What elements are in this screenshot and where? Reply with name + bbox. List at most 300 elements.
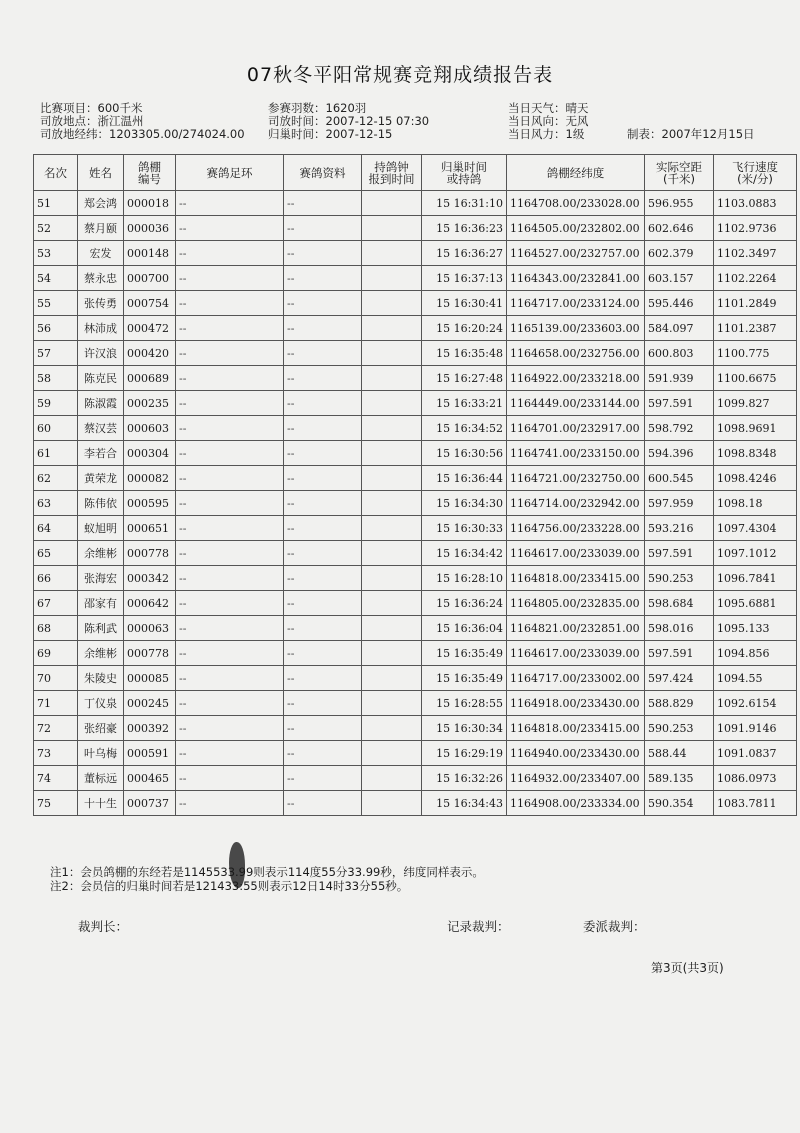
- cell-return-time: 15 16:36:23: [422, 216, 507, 241]
- cell-distance: 603.157: [645, 266, 714, 291]
- cell-name: 宏发: [78, 241, 124, 266]
- cell-ring: --: [176, 416, 284, 441]
- table-row: [34, 366, 797, 391]
- info-column-3: [508, 102, 589, 141]
- cell-speed: 1094.856: [714, 641, 797, 666]
- cell-speed: 1091.9146: [714, 716, 797, 741]
- cell-pigeon-info: --: [284, 316, 362, 341]
- table-row: [34, 241, 797, 266]
- cell-speed: 1098.9691: [714, 416, 797, 441]
- table-row: [34, 591, 797, 616]
- cell-rank: 51: [34, 191, 78, 216]
- cell-loft-number: 000472: [124, 316, 176, 341]
- cell-distance: 590.354: [645, 791, 714, 816]
- table-row: [34, 666, 797, 691]
- cell-loft-number: 000420: [124, 341, 176, 366]
- cell-pigeon-info: --: [284, 791, 362, 816]
- cell-return-time: 15 16:37:13: [422, 266, 507, 291]
- cell-coordinates: 1164701.00/232917.00: [507, 416, 645, 441]
- cell-return-time: 15 16:36:24: [422, 591, 507, 616]
- cell-speed: 1098.18: [714, 491, 797, 516]
- cell-clock-time: [362, 641, 422, 666]
- cell-speed: 1092.6154: [714, 691, 797, 716]
- release-coordinates: 司放地经纬：1203305.00/274024.00: [40, 127, 245, 141]
- cell-pigeon-info: --: [284, 591, 362, 616]
- cell-ring: --: [176, 616, 284, 641]
- cell-distance: 594.396: [645, 441, 714, 466]
- footnote-2: 注2：会员信的归巢时间若是121433:55则表示12日14时33分55秒。: [50, 879, 409, 893]
- table-row: [34, 741, 797, 766]
- cell-ring: --: [176, 591, 284, 616]
- cell-return-time: 15 16:30:33: [422, 516, 507, 541]
- cell-name: 邵家有: [78, 591, 124, 616]
- table-row: [34, 491, 797, 516]
- cell-pigeon-info: --: [284, 291, 362, 316]
- cell-ring: --: [176, 191, 284, 216]
- cell-distance: 597.591: [645, 541, 714, 566]
- cell-speed: 1097.4304: [714, 516, 797, 541]
- cell-loft-number: 000235: [124, 391, 176, 416]
- cell-pigeon-info: --: [284, 716, 362, 741]
- cell-rank: 73: [34, 741, 78, 766]
- cell-rank: 62: [34, 466, 78, 491]
- report-title: 07秋冬平阳常规赛竞翔成绩报告表: [246, 64, 554, 86]
- cell-rank: 52: [34, 216, 78, 241]
- cell-loft-number: 000082: [124, 466, 176, 491]
- cell-speed: 1100.6675: [714, 366, 797, 391]
- cell-speed: 1091.0837: [714, 741, 797, 766]
- cell-return-time: 15 16:20:24: [422, 316, 507, 341]
- cell-speed: 1086.0973: [714, 766, 797, 791]
- cell-coordinates: 1164714.00/232942.00: [507, 491, 645, 516]
- cell-return-time: 15 16:32:26: [422, 766, 507, 791]
- cell-rank: 63: [34, 491, 78, 516]
- cell-pigeon-info: --: [284, 191, 362, 216]
- prepared-date: 制表：2007年12月15日: [627, 127, 755, 141]
- cell-clock-time: [362, 791, 422, 816]
- cell-ring: --: [176, 266, 284, 291]
- cell-distance: 591.939: [645, 366, 714, 391]
- cell-return-time: 15 16:36:27: [422, 241, 507, 266]
- weather: 当日天气：晴天: [508, 101, 589, 115]
- cell-rank: 55: [34, 291, 78, 316]
- cell-distance: 590.253: [645, 566, 714, 591]
- cell-speed: 1102.2264: [714, 266, 797, 291]
- cell-return-time: 15 16:36:04: [422, 616, 507, 641]
- cell-ring: --: [176, 741, 284, 766]
- cell-distance: 598.792: [645, 416, 714, 441]
- cell-loft-number: 000063: [124, 616, 176, 641]
- cell-pigeon-info: --: [284, 641, 362, 666]
- cell-ring: --: [176, 641, 284, 666]
- cell-loft-number: 000392: [124, 716, 176, 741]
- cell-ring: --: [176, 691, 284, 716]
- cell-distance: 588.44: [645, 741, 714, 766]
- race-item: 比赛项目：600千米: [40, 101, 143, 115]
- cell-clock-time: [362, 291, 422, 316]
- header-pigeon-info: 赛鸽资料: [284, 155, 362, 191]
- cell-rank: 70: [34, 666, 78, 691]
- cell-pigeon-info: --: [284, 416, 362, 441]
- cell-clock-time: [362, 466, 422, 491]
- cell-pigeon-info: --: [284, 466, 362, 491]
- cell-return-time: 15 16:30:41: [422, 291, 507, 316]
- cell-coordinates: 1164721.00/232750.00: [507, 466, 645, 491]
- cell-coordinates: 1164527.00/232757.00: [507, 241, 645, 266]
- cell-rank: 60: [34, 416, 78, 441]
- cell-distance: 597.959: [645, 491, 714, 516]
- cell-speed: 1097.1012: [714, 541, 797, 566]
- return-time: 归巢时间：2007-12-15: [268, 127, 393, 141]
- header-rank: 名次: [34, 155, 78, 191]
- table-row: [34, 191, 797, 216]
- cell-ring: --: [176, 466, 284, 491]
- cell-name: 丁仪泉: [78, 691, 124, 716]
- recorder-signature: 记录裁判：: [447, 919, 510, 934]
- cell-loft-number: 000603: [124, 416, 176, 441]
- cell-return-time: 15 16:35:48: [422, 341, 507, 366]
- release-time: 司放时间：2007-12-15 07:30: [268, 114, 430, 128]
- cell-clock-time: [362, 216, 422, 241]
- cell-clock-time: [362, 341, 422, 366]
- cell-distance: 598.684: [645, 591, 714, 616]
- cell-distance: 602.379: [645, 241, 714, 266]
- cell-pigeon-info: --: [284, 241, 362, 266]
- cell-loft-number: 000304: [124, 441, 176, 466]
- cell-distance: 600.803: [645, 341, 714, 366]
- cell-coordinates: 1164932.00/233407.00: [507, 766, 645, 791]
- cell-ring: --: [176, 541, 284, 566]
- cell-name: 黄荣龙: [78, 466, 124, 491]
- table-row: [34, 291, 797, 316]
- cell-rank: 57: [34, 341, 78, 366]
- cell-return-time: 15 16:28:55: [422, 691, 507, 716]
- cell-coordinates: 1164922.00/233218.00: [507, 366, 645, 391]
- cell-rank: 66: [34, 566, 78, 591]
- cell-rank: 71: [34, 691, 78, 716]
- cell-pigeon-info: --: [284, 441, 362, 466]
- cell-coordinates: 1164918.00/233430.00: [507, 691, 645, 716]
- cell-loft-number: 000642: [124, 591, 176, 616]
- cell-return-time: 15 16:34:52: [422, 416, 507, 441]
- cell-rank: 56: [34, 316, 78, 341]
- results-table: [33, 154, 797, 816]
- table-row: [34, 691, 797, 716]
- table-body: [34, 191, 797, 816]
- cell-loft-number: 000036: [124, 216, 176, 241]
- cell-name: 陈克民: [78, 366, 124, 391]
- cell-speed: 1098.4246: [714, 466, 797, 491]
- cell-speed: 1099.827: [714, 391, 797, 416]
- cell-distance: 584.097: [645, 316, 714, 341]
- cell-rank: 75: [34, 791, 78, 816]
- cell-clock-time: [362, 441, 422, 466]
- cell-coordinates: 1164818.00/233415.00: [507, 566, 645, 591]
- cell-clock-time: [362, 616, 422, 641]
- table-row: [34, 441, 797, 466]
- cell-clock-time: [362, 766, 422, 791]
- header-name: 姓名: [78, 155, 124, 191]
- cell-return-time: 15 16:36:44: [422, 466, 507, 491]
- cell-distance: 589.135: [645, 766, 714, 791]
- cell-clock-time: [362, 391, 422, 416]
- cell-coordinates: 1164449.00/233144.00: [507, 391, 645, 416]
- cell-speed: 1102.3497: [714, 241, 797, 266]
- cell-speed: 1101.2387: [714, 316, 797, 341]
- cell-speed: 1094.55: [714, 666, 797, 691]
- cell-loft-number: 000245: [124, 691, 176, 716]
- cell-return-time: 15 16:35:49: [422, 666, 507, 691]
- cell-coordinates: 1164617.00/233039.00: [507, 541, 645, 566]
- cell-name: 张海宏: [78, 566, 124, 591]
- cell-ring: --: [176, 566, 284, 591]
- cell-ring: --: [176, 291, 284, 316]
- cell-distance: 597.424: [645, 666, 714, 691]
- table-row: [34, 766, 797, 791]
- cell-name: 董标远: [78, 766, 124, 791]
- cell-clock-time: [362, 741, 422, 766]
- cell-name: 陈伟依: [78, 491, 124, 516]
- table-row: [34, 541, 797, 566]
- cell-clock-time: [362, 666, 422, 691]
- info-column-1: [40, 102, 245, 141]
- cell-name: 李若合: [78, 441, 124, 466]
- cell-ring: --: [176, 766, 284, 791]
- cell-speed: 1096.7841: [714, 566, 797, 591]
- page-number: 第3页(共3页): [651, 961, 724, 975]
- table-header-row: [34, 155, 797, 191]
- cell-name: 陈淑霞: [78, 391, 124, 416]
- cell-name: 余维彬: [78, 541, 124, 566]
- cell-clock-time: [362, 691, 422, 716]
- cell-loft-number: 000591: [124, 741, 176, 766]
- cell-coordinates: 1164505.00/232802.00: [507, 216, 645, 241]
- cell-return-time: 15 16:30:56: [422, 441, 507, 466]
- table-row: [34, 391, 797, 416]
- cell-pigeon-info: --: [284, 616, 362, 641]
- cell-clock-time: [362, 316, 422, 341]
- cell-coordinates: 1165139.00/233603.00: [507, 316, 645, 341]
- cell-loft-number: 000778: [124, 641, 176, 666]
- table-row: [34, 266, 797, 291]
- header-return-time: 归巢时间 或持鸽: [422, 155, 507, 191]
- cell-rank: 59: [34, 391, 78, 416]
- cell-ring: --: [176, 441, 284, 466]
- header-loft-coordinates: 鸽棚经纬度: [507, 155, 645, 191]
- cell-pigeon-info: --: [284, 666, 362, 691]
- cell-speed: 1095.6881: [714, 591, 797, 616]
- entry-count: 参赛羽数：1620羽: [268, 101, 367, 115]
- cell-return-time: 15 16:34:42: [422, 541, 507, 566]
- wind-force: 当日风力：1级: [508, 127, 585, 141]
- cell-loft-number: 000018: [124, 191, 176, 216]
- cell-ring: --: [176, 341, 284, 366]
- cell-name: 蔡永忠: [78, 266, 124, 291]
- info-column-2: [268, 102, 429, 141]
- cell-distance: 595.446: [645, 291, 714, 316]
- cell-distance: 597.591: [645, 391, 714, 416]
- cell-coordinates: 1164343.00/232841.00: [507, 266, 645, 291]
- cell-rank: 61: [34, 441, 78, 466]
- table-row: [34, 616, 797, 641]
- cell-rank: 53: [34, 241, 78, 266]
- cell-name: 许汉浪: [78, 341, 124, 366]
- cell-return-time: 15 16:30:34: [422, 716, 507, 741]
- cell-coordinates: 1164658.00/232756.00: [507, 341, 645, 366]
- cell-return-time: 15 16:27:48: [422, 366, 507, 391]
- cell-pigeon-info: --: [284, 741, 362, 766]
- cell-name: 郑会鸿: [78, 191, 124, 216]
- cell-return-time: 15 16:34:43: [422, 791, 507, 816]
- cell-loft-number: 000148: [124, 241, 176, 266]
- cell-name: 朱陵史: [78, 666, 124, 691]
- cell-ring: --: [176, 516, 284, 541]
- cell-loft-number: 000737: [124, 791, 176, 816]
- cell-pigeon-info: --: [284, 216, 362, 241]
- cell-coordinates: 1164708.00/233028.00: [507, 191, 645, 216]
- cell-coordinates: 1164717.00/233002.00: [507, 666, 645, 691]
- cell-loft-number: 000085: [124, 666, 176, 691]
- cell-clock-time: [362, 416, 422, 441]
- cell-speed: 1103.0883: [714, 191, 797, 216]
- cell-ring: --: [176, 666, 284, 691]
- cell-ring: --: [176, 241, 284, 266]
- cell-name: 林沛成: [78, 316, 124, 341]
- cell-distance: 597.591: [645, 641, 714, 666]
- cell-coordinates: 1164908.00/233334.00: [507, 791, 645, 816]
- cell-return-time: 15 16:31:10: [422, 191, 507, 216]
- cell-loft-number: 000700: [124, 266, 176, 291]
- cell-coordinates: 1164940.00/233430.00: [507, 741, 645, 766]
- cell-rank: 69: [34, 641, 78, 666]
- cell-speed: 1100.775: [714, 341, 797, 366]
- table-row: [34, 566, 797, 591]
- cell-distance: 588.829: [645, 691, 714, 716]
- table-row: [34, 416, 797, 441]
- cell-ring: --: [176, 216, 284, 241]
- cell-pigeon-info: --: [284, 766, 362, 791]
- header-distance: 实际空距 (千米): [645, 155, 714, 191]
- cell-loft-number: 000778: [124, 541, 176, 566]
- header-speed: 飞行速度 (米/分): [714, 155, 797, 191]
- header-clock-time: 持鸽钟 报到时间: [362, 155, 422, 191]
- cell-pigeon-info: --: [284, 491, 362, 516]
- cell-coordinates: 1164741.00/233150.00: [507, 441, 645, 466]
- cell-pigeon-info: --: [284, 566, 362, 591]
- cell-clock-time: [362, 566, 422, 591]
- cell-loft-number: 000754: [124, 291, 176, 316]
- cell-pigeon-info: --: [284, 266, 362, 291]
- cell-clock-time: [362, 541, 422, 566]
- cell-clock-time: [362, 366, 422, 391]
- cell-ring: --: [176, 491, 284, 516]
- cell-coordinates: 1164821.00/232851.00: [507, 616, 645, 641]
- cell-pigeon-info: --: [284, 516, 362, 541]
- cell-pigeon-info: --: [284, 341, 362, 366]
- cell-rank: 72: [34, 716, 78, 741]
- cell-speed: 1095.133: [714, 616, 797, 641]
- cell-return-time: 15 16:28:10: [422, 566, 507, 591]
- cell-return-time: 15 16:29:19: [422, 741, 507, 766]
- cell-name: 蚁旭明: [78, 516, 124, 541]
- cell-distance: 600.545: [645, 466, 714, 491]
- cell-name: 陈利武: [78, 616, 124, 641]
- cell-distance: 602.646: [645, 216, 714, 241]
- cell-ring: --: [176, 716, 284, 741]
- cell-return-time: 15 16:34:30: [422, 491, 507, 516]
- cell-coordinates: 1164617.00/233039.00: [507, 641, 645, 666]
- table-row: [34, 716, 797, 741]
- cell-rank: 65: [34, 541, 78, 566]
- cell-clock-time: [362, 191, 422, 216]
- cell-rank: 68: [34, 616, 78, 641]
- cell-coordinates: 1164756.00/233228.00: [507, 516, 645, 541]
- cell-pigeon-info: --: [284, 541, 362, 566]
- cell-name: 蔡月颐: [78, 216, 124, 241]
- cell-distance: 596.955: [645, 191, 714, 216]
- cell-clock-time: [362, 591, 422, 616]
- cell-name: 蔡汉芸: [78, 416, 124, 441]
- cell-ring: --: [176, 791, 284, 816]
- cell-rank: 74: [34, 766, 78, 791]
- cell-rank: 67: [34, 591, 78, 616]
- cell-ring: --: [176, 391, 284, 416]
- cell-coordinates: 1164717.00/233124.00: [507, 291, 645, 316]
- cell-clock-time: [362, 516, 422, 541]
- cell-loft-number: 000689: [124, 366, 176, 391]
- cell-loft-number: 000595: [124, 491, 176, 516]
- cell-clock-time: [362, 491, 422, 516]
- cell-rank: 64: [34, 516, 78, 541]
- cell-speed: 1102.9736: [714, 216, 797, 241]
- header-loft-number: 鸽棚 编号: [124, 155, 176, 191]
- cell-pigeon-info: --: [284, 366, 362, 391]
- delegate-signature: 委派裁判：: [583, 919, 646, 934]
- table-row: [34, 516, 797, 541]
- cell-clock-time: [362, 241, 422, 266]
- cell-loft-number: 000651: [124, 516, 176, 541]
- cell-name: 张传勇: [78, 291, 124, 316]
- cell-ring: --: [176, 366, 284, 391]
- cell-coordinates: 1164818.00/233415.00: [507, 716, 645, 741]
- cell-speed: 1098.8348: [714, 441, 797, 466]
- cell-pigeon-info: --: [284, 691, 362, 716]
- cell-speed: 1083.7811: [714, 791, 797, 816]
- cell-coordinates: 1164805.00/232835.00: [507, 591, 645, 616]
- cell-name: 余维彬: [78, 641, 124, 666]
- cell-ring: --: [176, 316, 284, 341]
- cell-rank: 54: [34, 266, 78, 291]
- header-ring: 赛鸽足环: [176, 155, 284, 191]
- cell-clock-time: [362, 266, 422, 291]
- table-row: [34, 641, 797, 666]
- cell-loft-number: 000465: [124, 766, 176, 791]
- table-row: [34, 216, 797, 241]
- cell-distance: 590.253: [645, 716, 714, 741]
- cell-name: 叶乌梅: [78, 741, 124, 766]
- table-row: [34, 341, 797, 366]
- cell-clock-time: [362, 716, 422, 741]
- cell-speed: 1101.2849: [714, 291, 797, 316]
- cell-return-time: 15 16:33:21: [422, 391, 507, 416]
- chief-judge-signature: 裁判长：: [78, 919, 129, 934]
- cell-distance: 593.216: [645, 516, 714, 541]
- cell-return-time: 15 16:35:49: [422, 641, 507, 666]
- release-location: 司放地点：浙江温州: [40, 114, 144, 128]
- table-row: [34, 316, 797, 341]
- cell-loft-number: 000342: [124, 566, 176, 591]
- table-row: [34, 791, 797, 816]
